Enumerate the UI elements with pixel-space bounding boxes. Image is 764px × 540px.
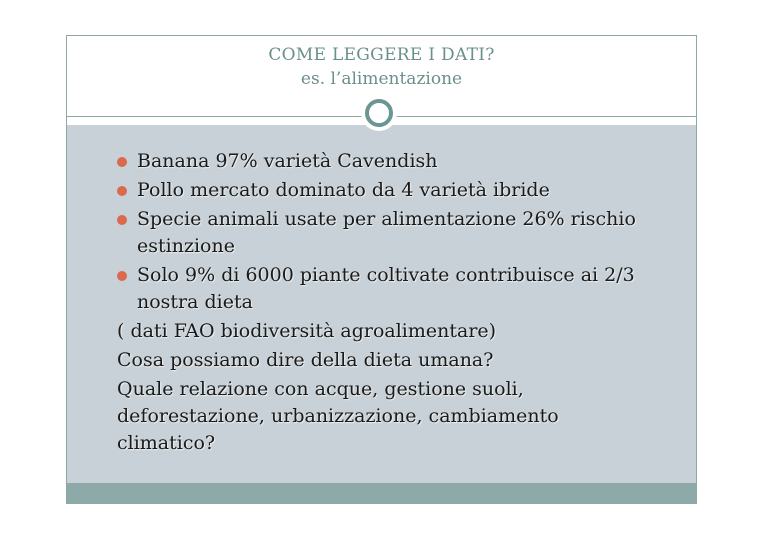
bullet-item <box>117 177 657 204</box>
footer-bar <box>67 483 696 504</box>
bullet-text: Banana 97% varietà Cavendish <box>137 150 438 172</box>
bullet-item <box>117 206 657 260</box>
question-line: Quale relazione con acque, gestione suoli, deforestazione, urbanizzazione, cambiamento climatico? <box>117 378 559 454</box>
source-note: ( dati FAO biodiversità agroalimentare) <box>117 320 497 342</box>
slide <box>66 35 697 504</box>
bullet-text: Specie animali usate per alimentazione 26% rischio estinzione <box>137 208 636 257</box>
bullet-text: Solo 9% di 6000 piante coltivate contribuisce ai 2/3 nostra dieta <box>137 264 635 313</box>
slide-title: COME LEGGERE I DATI? <box>268 45 495 65</box>
question-line: Cosa possiamo dire della dieta umana? <box>117 349 494 371</box>
bullet-dot-icon <box>117 186 127 196</box>
bullet-dot-icon <box>117 215 127 225</box>
bullet-text: Pollo mercato dominato da 4 varietà ibride <box>137 179 550 201</box>
bullet-item <box>117 262 657 316</box>
slide-content <box>117 148 657 459</box>
circle-ornament-icon <box>365 99 393 127</box>
bullet-dot-icon <box>117 157 127 167</box>
slide-subtitle: es. l’alimentazione <box>300 69 463 89</box>
bullet-item <box>117 148 657 175</box>
bullet-dot-icon <box>117 271 127 281</box>
